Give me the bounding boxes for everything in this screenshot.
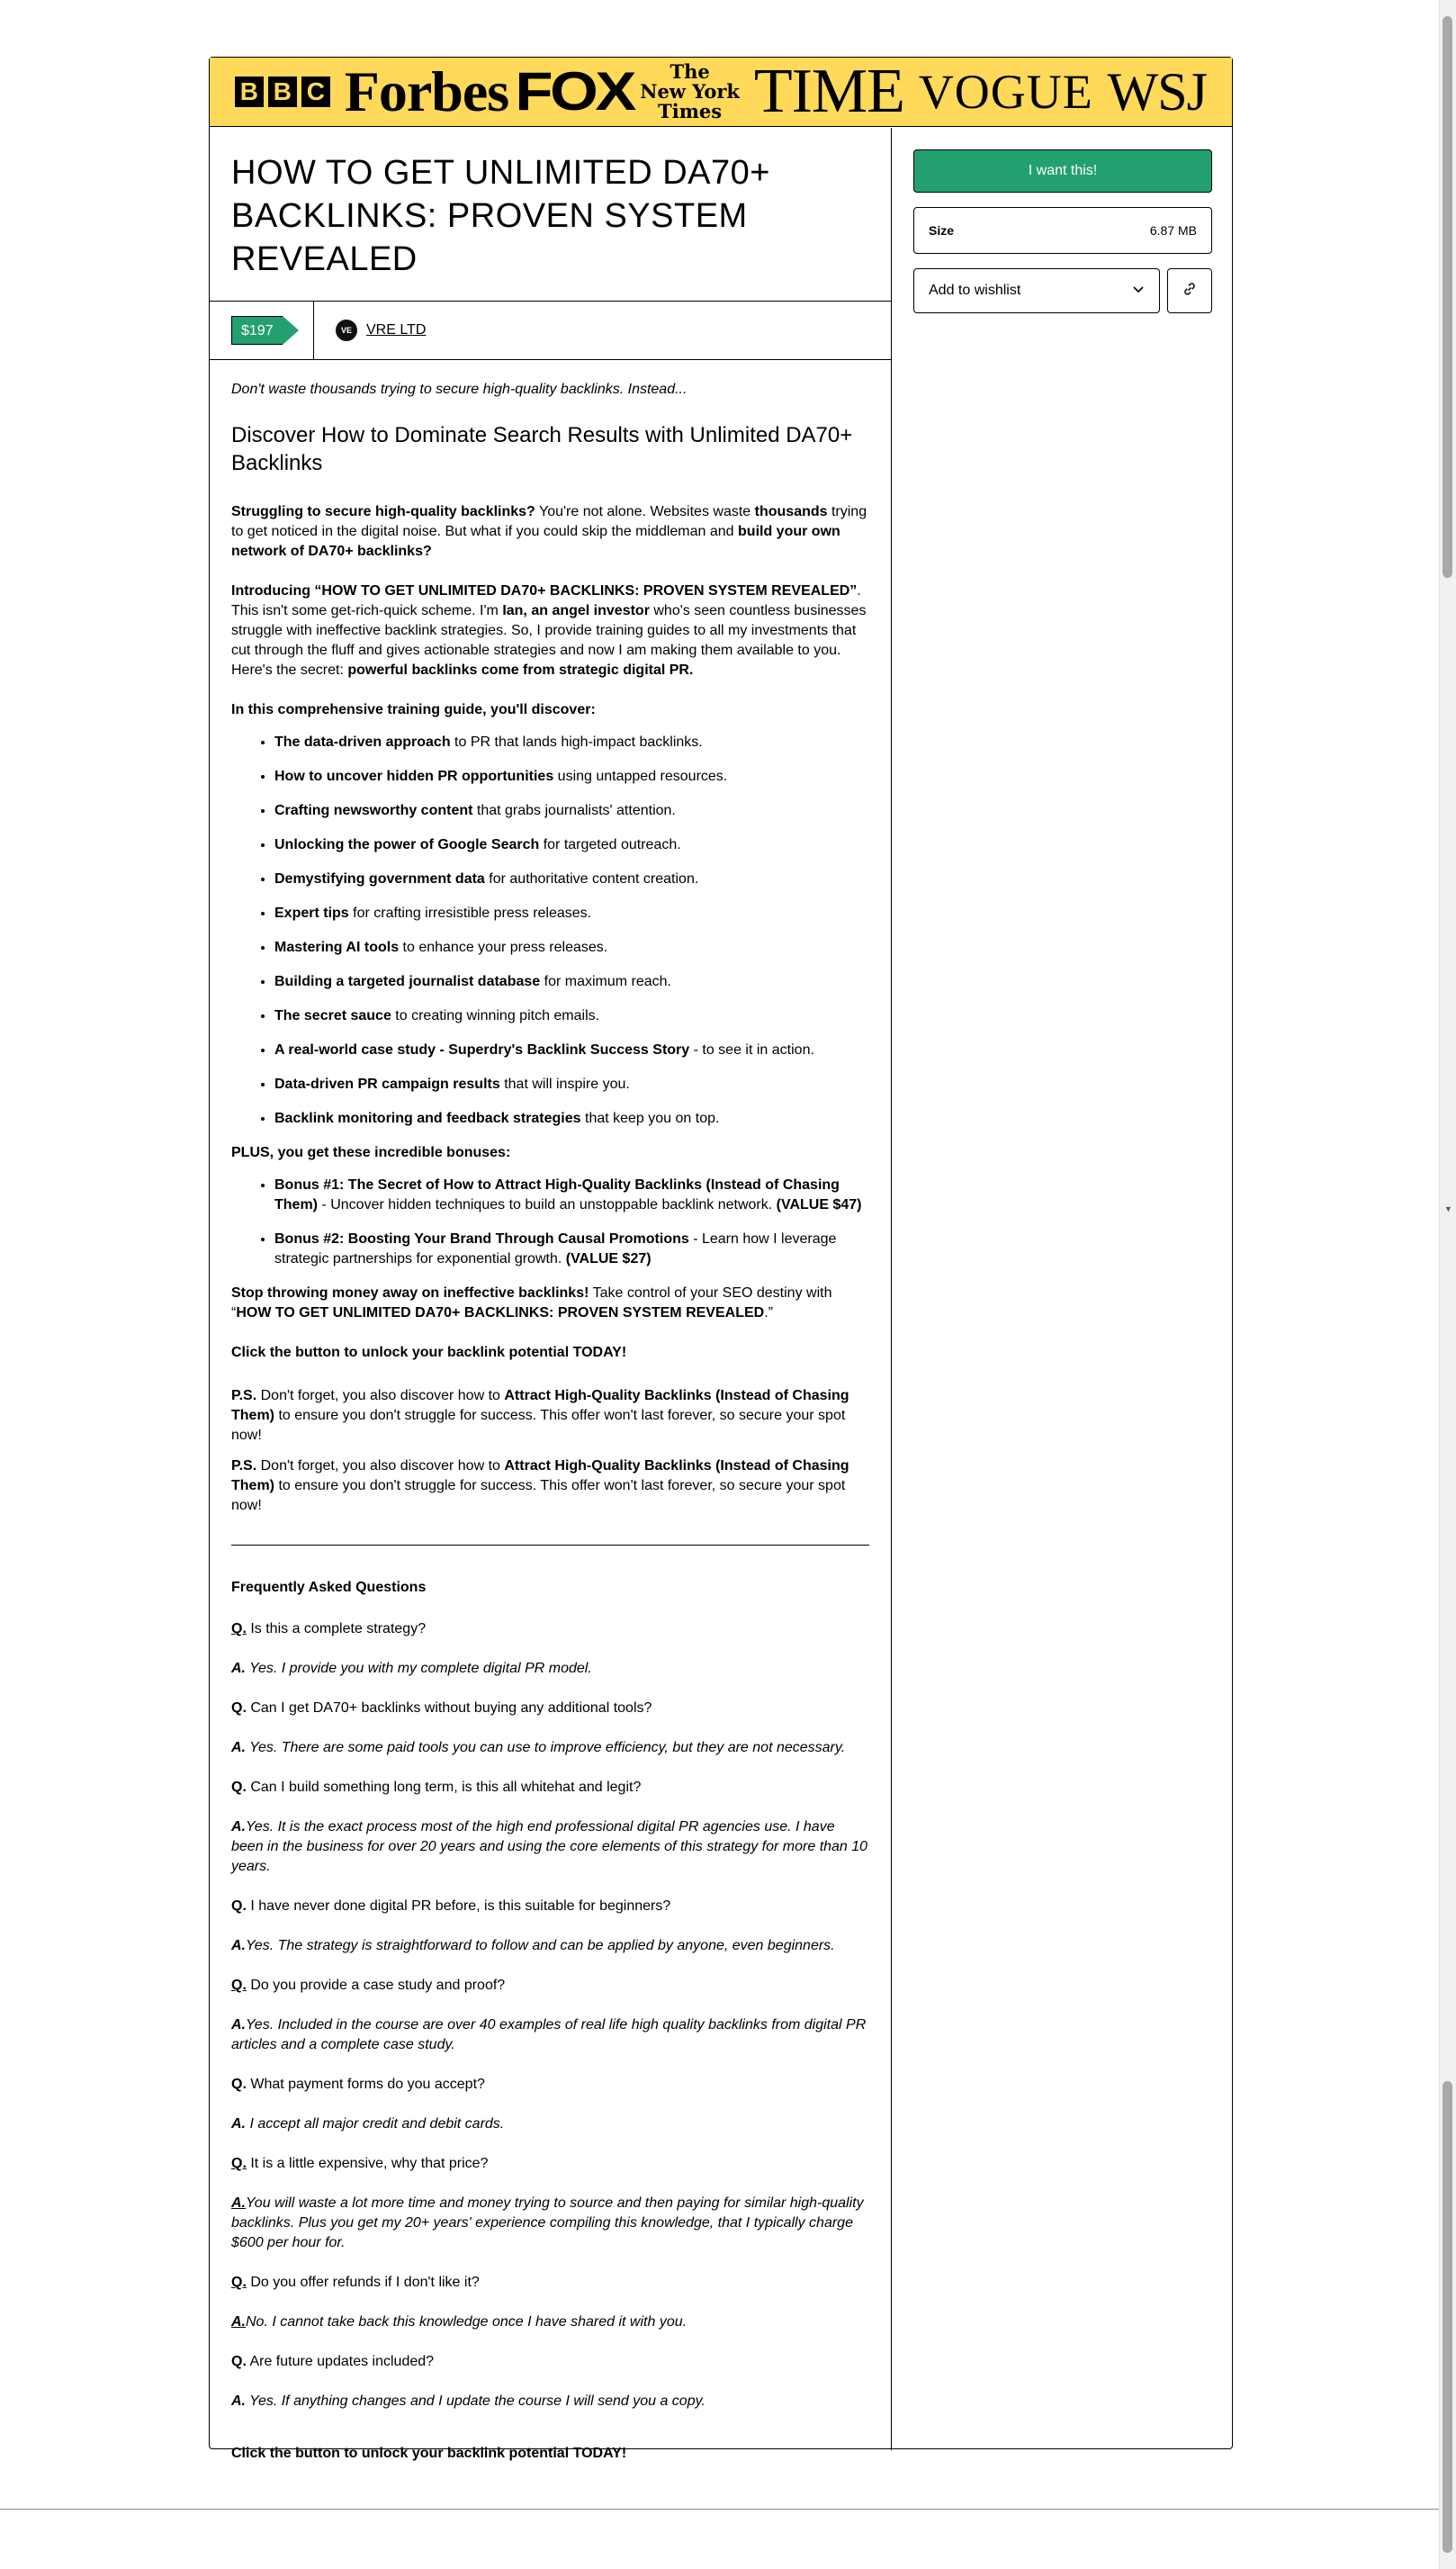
seller-link[interactable]	[314, 320, 426, 341]
product-description	[210, 360, 891, 2464]
list-item: • Bonus #1: The Secret of How to Attract High-Quality Backlinks (Instead of Chasing Them) - Uncover hidden techniques to build an unstoppable backlink network. (VALUE $47)	[274, 1176, 869, 1215]
wishlist-label: Add to wishlist	[929, 283, 1021, 298]
product-title: HOW TO GET UNLIMITED DA70+ BACKLINKS: PROVEN SYSTEM REVEALED	[231, 154, 770, 278]
faq-question: Q. Is this a complete strategy?	[231, 1621, 427, 1636]
faq-question: Q. Can I build something long term, is this all whitehat and legit?	[231, 1780, 642, 1795]
faq-item	[231, 1619, 869, 1679]
bonus-list	[231, 1176, 869, 1269]
time-logo: TIME	[753, 57, 904, 126]
footer-divider	[0, 2509, 1440, 2510]
faq-question: Q. Do you provide a case study and proof?	[231, 1978, 506, 1993]
faq-item	[231, 2273, 869, 2332]
list-item: • Demystifying government data for authoritative content creation.	[274, 870, 869, 889]
faq-heading: Frequently Asked Questions	[231, 1580, 427, 1595]
faq-answer: A. Yes. There are some paid tools you can use to improve efficiency, but they are not necessary.	[231, 1740, 846, 1755]
faq-answer: A.No. I cannot take back this knowledge once I have shared it with you.	[231, 2314, 688, 2330]
faq-question: Q. What payment forms do you accept?	[231, 2077, 485, 2092]
faq-answer: A. Yes. If anything changes and I update the course I will send you a copy.	[231, 2393, 706, 2409]
faq-answer: A. Yes. I provide you with my complete digital PR model.	[231, 1661, 592, 1676]
discover-list	[231, 733, 869, 1129]
list-item: • Bonus #2: Boosting Your Brand Through Causal Promotions - Learn how I leverage strategic partnerships for exponential growth. (VALUE $27)	[274, 1230, 869, 1269]
seller-name[interactable]: VRE LTD	[366, 322, 427, 338]
product-main-column	[210, 128, 892, 2461]
wishlist-row	[913, 268, 1212, 313]
paragraph-ps: P.S. Don't forget, you also discover how to Attract High-Quality Backlinks (Instead of Chasing Them) to ensure you don't struggle for success. This offer won't last forever, so secure your spot now!	[231, 1458, 849, 1513]
chevron-down-icon	[1132, 283, 1145, 300]
paragraph-stop: Stop throwing money away on ineffective backlinks! Take control of your SEO destiny with “HOW TO GET UNLIMITED DA70+ BACKLINKS: PROVEN SYSTEM REVEALED.”	[231, 1285, 832, 1321]
product-meta-row	[210, 302, 891, 360]
fox-logo: FOX	[515, 61, 634, 122]
copy-link-button[interactable]	[1167, 268, 1212, 313]
bonus-heading: PLUS, you get these incredible bonuses:	[231, 1145, 511, 1160]
faq-question: Q. Do you offer refunds if I don't like it?	[231, 2275, 480, 2290]
file-size-info	[913, 207, 1212, 254]
faq-answer: A.Yes. Included in the course are over 40 examples of real life high quality backlinks from digital PR articles and a complete case study.	[231, 2017, 867, 2052]
paragraph-introducing: Introducing “HOW TO GET UNLIMITED DA70+ BACKLINKS: PROVEN SYSTEM REVEALED”. This isn't some get-rich-quick scheme. I'm Ian, an angel investor who's seen countless businesses struggle with ineffective backlink strategies. So, I provide training guides to all my investments that cut through the fluff and gives actionable strategies and now I am making them available to you. Here's the secret: powerful backlinks come from strategic digital PR.	[231, 583, 867, 678]
press-logos-banner	[210, 58, 1232, 127]
list-item: • The data-driven approach to PR that lands high-impact backlinks.	[274, 733, 869, 753]
faq-item	[231, 2075, 869, 2134]
faq-item	[231, 1976, 869, 2055]
link-icon	[1182, 282, 1197, 301]
scroll-arrow-icon: ▼	[1444, 1204, 1452, 1213]
list-item: • Mastering AI tools to enhance your press releases.	[274, 938, 869, 958]
faq-question: Q. Can I get DA70+ backlinks without buying any additional tools?	[231, 1700, 652, 1716]
discover-heading: In this comprehensive training guide, you'll discover:	[231, 702, 596, 717]
paragraph-ps: P.S. Don't forget, you also discover how to Attract High-Quality Backlinks (Instead of Chasing Them) to ensure you don't struggle for success. This offer won't last forever, so secure your spot now!	[231, 1388, 849, 1443]
title-area	[210, 128, 891, 302]
vogue-logo: VOGUE	[918, 65, 1093, 119]
list-item: • How to uncover hidden PR opportunities using untapped resources.	[274, 767, 869, 787]
description-headline: Discover How to Dominate Search Results with Unlimited DA70+ Backlinks	[231, 423, 853, 475]
size-value: 6.87 MB	[1149, 223, 1197, 238]
faq-item	[231, 1778, 869, 1877]
list-item: • Building a targeted journalist database for maximum reach.	[274, 972, 869, 992]
list-item: • The secret sauce to creating winning pitch emails.	[274, 1006, 869, 1026]
add-to-wishlist-select[interactable]	[913, 268, 1160, 313]
cta-text-bottom: Click the button to unlock your backlink potential TODAY!	[231, 2446, 627, 2461]
list-item: • Crafting newsworthy content that grabs journalists' attention.	[274, 801, 869, 821]
nyt-logo: The New York Times	[640, 60, 740, 122]
list-item: • Expert tips for crafting irresistible press releases.	[274, 904, 869, 924]
scrollbar-thumb[interactable]	[1443, 16, 1452, 578]
product-card	[209, 57, 1233, 2461]
forbes-logo: Forbes	[344, 59, 509, 123]
price-tag: $197	[231, 316, 283, 345]
list-item: • Data-driven PR campaign results that will inspire you.	[274, 1075, 869, 1095]
seller-avatar: VE	[336, 320, 357, 341]
list-item: • Unlocking the power of Google Search for targeted outreach.	[274, 835, 869, 855]
purchase-sidebar	[913, 149, 1212, 313]
faq-item	[231, 2352, 869, 2411]
faq-item	[231, 1897, 869, 1956]
faq-answer: A. I accept all major credit and debit cards.	[231, 2116, 505, 2132]
cta-text: Click the button to unlock your backlink potential TODAY!	[231, 1345, 627, 1360]
page-scrollbar[interactable]	[1439, 0, 1456, 2569]
faq-item	[231, 2154, 869, 2253]
scrollbar-thumb-secondary[interactable]	[1443, 2081, 1452, 2553]
paragraph-struggling: Struggling to secure high-quality backlinks? You're not alone. Websites waste thousands trying to get noticed in the digital noise. But what if you could skip the middleman and build your own network of DA70+ backlinks?	[231, 504, 867, 559]
i-want-this-button[interactable]: I want this!	[913, 149, 1212, 193]
faq-question: Q. Are future updates included?	[231, 2354, 435, 2369]
list-item: • A real-world case study - Superdry's Backlink Success Story - to see it in action.	[274, 1041, 869, 1060]
price-cell	[210, 302, 314, 359]
divider	[231, 1545, 869, 1546]
faq-question: Q. I have never done digital PR before, is this suitable for beginners?	[231, 1898, 671, 1914]
wsj-logo: WSJ	[1107, 62, 1207, 122]
faq-answer: A.Yes. It is the exact process most of the high end professional digital PR agencies use. I have been in the business for over 20 years and using the core elements of this strategy for more than 10 years.	[231, 1819, 868, 1874]
list-item: • Backlink monitoring and feedback strategies that keep you on top.	[274, 1109, 869, 1129]
faq-item	[231, 1699, 869, 1758]
faq-question: Q. It is a little expensive, why that price?	[231, 2156, 489, 2171]
intro-text: Don't waste thousands trying to secure high-quality backlinks. Instead...	[231, 382, 688, 397]
bbc-logo: B B C	[235, 77, 330, 107]
faq-answer: A.You will waste a lot more time and money trying to source and then paying for similar high-quality backlinks. Plus you get my 20+ years' experience compiling this knowledge, that I typically charge $600 per hour for.	[231, 2195, 864, 2250]
size-label: Size	[929, 223, 955, 238]
faq-answer: A.Yes. The strategy is straightforward to follow and can be applied by anyone, even beginners.	[231, 1938, 835, 1953]
